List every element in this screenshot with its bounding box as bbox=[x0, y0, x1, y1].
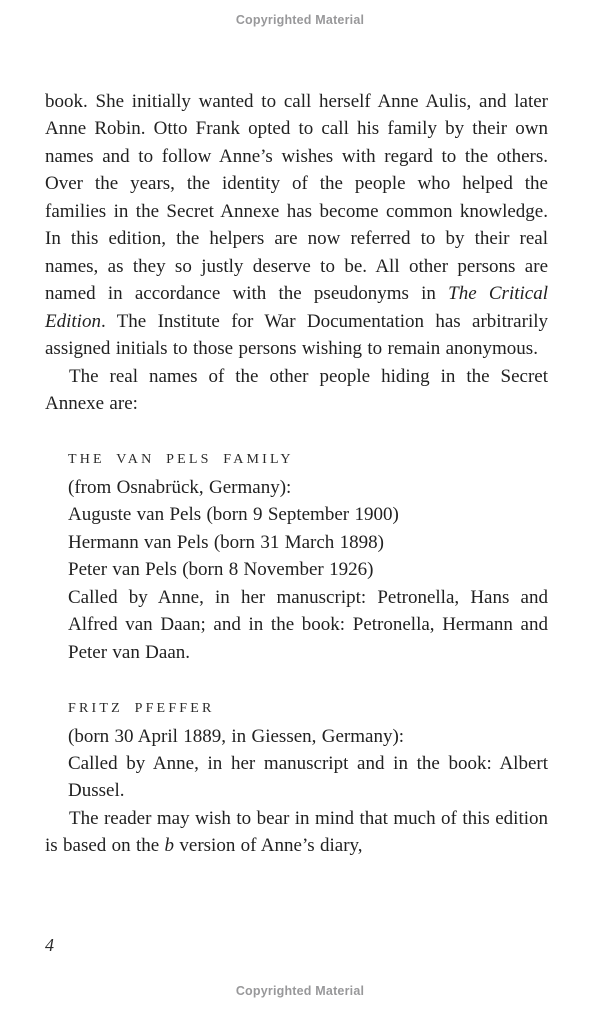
pfeffer-birth-line: (born 30 April 1889, in Giessen, Germany): bbox=[68, 725, 405, 747]
van-pels-peter-line: Peter van Pels (born 8 November 1926) bbox=[68, 559, 374, 581]
van-pels-origin-line: (from Osnabrück, Germany): bbox=[68, 476, 292, 498]
book-title-italic: The Critical Edition bbox=[45, 283, 548, 332]
paragraph3-text: The reader may wish to bear in mind that much of this edition is based on the bbox=[45, 807, 548, 857]
section-pfeffer bbox=[68, 695, 548, 805]
paragraph1-text-after: . The Institute for War Documentation has arbitrarily assigned initials to those persons wishing to remain anonymous. bbox=[45, 310, 548, 360]
paragraph3-text-after: version of Anne’s diary, bbox=[174, 835, 363, 857]
copyright-watermark-top: Copyrighted Material bbox=[235, 13, 365, 27]
van-pels-auguste-line: Auguste van Pels (born 9 September 1900) bbox=[68, 504, 399, 526]
body-paragraph-closing bbox=[45, 805, 548, 860]
van-pels-hermann-line: Hermann van Pels (born 31 March 1898) bbox=[68, 531, 384, 553]
version-letter-italic: b bbox=[164, 835, 175, 857]
section-heading-van-pels: THE VAN PELS FAMILY bbox=[68, 452, 294, 468]
page-text-body bbox=[45, 88, 548, 860]
section-van-pels bbox=[68, 446, 548, 666]
copyright-watermark-bottom: Copyrighted Material bbox=[235, 984, 365, 998]
section-heading-pfeffer: FRITZ PFEFFER bbox=[68, 701, 215, 717]
body-paragraph-continuation bbox=[45, 88, 548, 363]
pfeffer-pseudonym-note: Called by Anne, in her manuscript and in the book: Albert Dussel. bbox=[68, 752, 548, 802]
van-pels-pseudonym-note: Called by Anne, in her manuscript: Petronella, Hans and Alfred van Daan; and in the book: Petronella, Hermann and Peter van Daan. bbox=[68, 586, 548, 663]
body-paragraph-real-names: The real names of the other people hiding in the Secret Annexe are: bbox=[45, 365, 548, 414]
page-number: 4 bbox=[45, 935, 54, 955]
paragraph1-text: book. She initially wanted to call herself Anne Aulis, and later Anne Robin. Otto Frank opted to call his family by their own names and to follow Anne’s wishes with regard to the others. Over the years, the identity of the people who helped the families in the Secret Annexe has become common knowledge. In this edition, the helpers are now referred to by their real names, as they so justly deserve to be. All other persons are named in accordance with the pseudonyms in bbox=[45, 91, 548, 305]
